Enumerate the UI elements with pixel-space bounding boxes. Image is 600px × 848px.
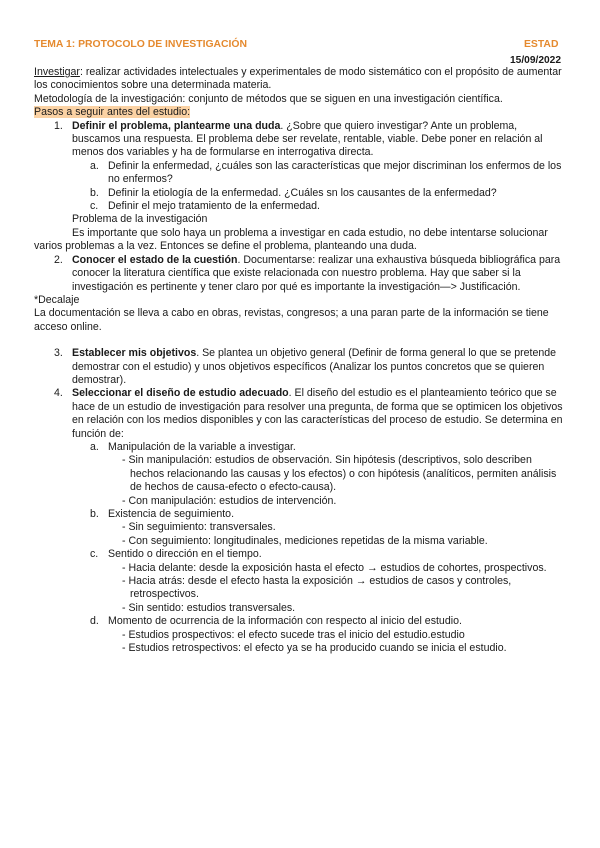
problema-label: Problema de la investigación [72,213,208,226]
sub-text: Momento de ocurrencia de la información con respecto al inicio del estudio. [108,615,462,628]
sub-mark: c. [90,200,99,213]
bullet-item: - Estudios prospectivos: el efecto sucede tras el inicio del estudio.estudio [122,628,465,641]
step-4 [34,387,566,441]
step-1-text: . ¿Sobre que quiero investigar? Ante un problema, buscamos una respuesta. El problema debe ser revelate, rentable, viable. Debe poner en relación al menos dos variables y ha de formularse en interrogativa directa. [72,119,543,159]
step-2-title: Conocer el estado de la cuestión [72,253,238,266]
sub-text: Definir el mejo tratamiento de la enfermedad. [108,200,320,213]
sub-mark: a. [90,159,99,172]
step-2-text: . Documentarse: realizar una exhaustiva búsqueda bibliográfica para conocer la literatura científica que existe relacionada con nuestro problema. Hay que saber si la investigación es pertinente y tener claro por qué es importante la investigación—> Justificación. [72,253,561,293]
document-body [34,66,566,655]
bullet-item: - Con seguimiento: longitudinales, mediciones repetidas de la misma variable. [122,534,488,547]
step-1-sub-a [34,160,566,187]
sub-mark: b. [90,508,99,520]
sub-text: Manipulación de la variable a investigar. [108,440,296,453]
problema-text: Es importante que solo haya un problema a investigar en cada estudio, no debe intentarse solucionar varios problemas a la vez. Entonces se define el problema, planteando una duda. [34,226,548,253]
metodologia-definition: Metodología de la investigación: conjunto de métodos que se siguen en una investigación científica. [34,92,503,105]
step-2 [34,254,566,294]
bullet-item: - Con manipulación: estudios de intervención. [122,494,337,507]
step-4-sub-b [34,508,566,521]
bullet-item: - Estudios retrospectivos: el efecto ya se ha producido cuando se inicia el estudio. [122,642,507,655]
investigar-def-text: : realizar actividades intelectuales y experimentales de modo sistemático con el propósito de aumentar los conocimientos sobre una determinada materia. [34,66,562,92]
steps-heading-highlight: Pasos a seguir antes del estudio: [34,106,191,119]
step-3-text: . Se plantea un objetivo general (Definir de forma general lo que se pretende demostrar con el estudio) y unos objetivos específicos (Analizar los puntos concretos que se quieren demostrar). [72,347,557,386]
decalaje-label: *Decalaje [34,293,80,306]
sub-text: Definir la enfermedad, ¿cuáles son las características que mejor discriminan los enfermos de los no enfermos? [108,159,562,186]
step-4-text: . El diseño del estudio es el planteamiento teórico que se hace de un estudio de investigación para resolver una pregunta, de forma que se optimicen los objetivos en relación con los medios disponibles y con las características del proceso de estudio. Se determina en función de: [72,387,563,440]
sub-text: Existencia de seguimiento. [108,508,235,520]
document-date: 15/09/2022 [510,55,561,66]
sub-mark: a. [90,440,99,453]
decalaje-text: La documentación se lleva a cabo en obras, revistas, congresos; a una paran parte de la información se tiene acceso online. [34,307,549,333]
document-title: TEMA 1: PROTOCOLO DE INVESTIGACIÓN [34,39,248,50]
bullet-item: - Sin seguimiento: transversales. [122,521,276,534]
step-3-number: 3. [54,347,63,360]
sub-text: Definir la etiología de la enfermedad. ¿Cuáles sn los causantes de la enfermedad? [108,186,497,199]
step-1-sub-b [34,187,566,200]
step-4-sub-a [34,441,566,454]
sub-mark: c. [90,548,99,561]
steps-heading [34,106,566,119]
subject-label: ESTAD [524,39,559,50]
sub-text: Sentido o dirección en el tiempo. [108,548,262,561]
step-4-sub-c [34,548,566,561]
step-3 [34,347,566,387]
step-1-sub-c [34,200,566,213]
step-1-number: 1. [54,119,63,132]
bullet-item: - Sin manipulación: estudios de observación. Sin hipótesis (descriptivos, solo describen hechos relacionando las causas y los efectos) o con hipótesis (analíticos, permiten análisis de hechos de causa-efecto o efecto-causa). [122,454,557,494]
step-4-sub-d [34,615,566,628]
bullet-item: - Sin sentido: estudios transversales. [122,601,296,614]
step-3-title: Establecer mis objetivos [72,347,197,360]
sub-mark: d. [90,615,99,628]
step-4-title: Seleccionar el diseño de estudio adecuado [72,387,289,400]
step-1-title: Definir el problema, plantearme una duda [72,119,281,132]
step-4-number: 4. [54,387,63,400]
step-2-number: 2. [54,253,63,266]
sub-mark: b. [90,186,99,199]
bullet-item: - Hacia atrás: desde el efecto hasta la exposición → estudios de casos y controles, retrospectivos. [122,575,512,601]
investigar-definition [34,66,566,93]
step-1 [34,120,566,160]
bullet-item: - Hacia delante: desde la exposición hasta el efecto → estudios de cohortes, prospectivos. [122,561,547,574]
investigar-term: Investigar [34,66,80,78]
